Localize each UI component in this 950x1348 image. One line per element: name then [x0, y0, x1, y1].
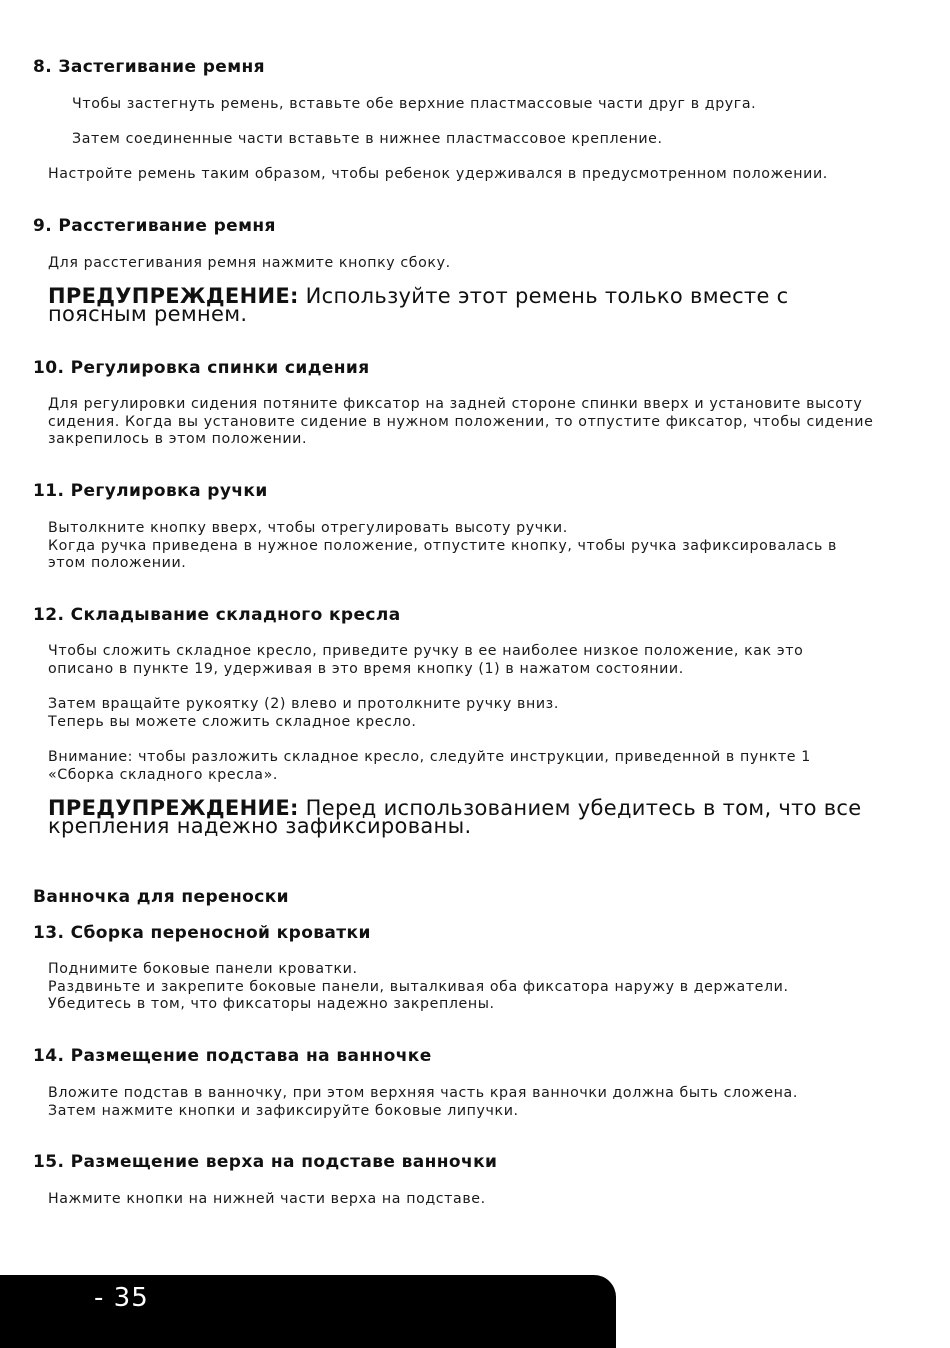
paragraph-12-3 — [48, 749, 918, 784]
text-line: Вытолкните кнопку вверх, чтобы отрегулировать высоту ручки. — [48, 520, 568, 536]
warning-12 — [48, 796, 928, 838]
heading-13: 13. Сборка переносной кроватки — [33, 923, 371, 943]
paragraph-15: Нажмите кнопки на нижней части верха на подставе. — [48, 1191, 486, 1207]
text-line: закрепилось в этом положении. — [48, 431, 308, 447]
text-line: Теперь вы можете сложить складное кресло. — [48, 713, 417, 730]
heading-14: 14. Размещение подстава на ванночке — [33, 1046, 432, 1066]
footer-bar — [0, 1275, 616, 1348]
heading-11: 11. Регулировка ручки — [33, 481, 268, 501]
warning-label: ПРЕДУПРЕЖДЕНИЕ: — [48, 284, 299, 308]
heading-12: 12. Складывание складного кресла — [33, 605, 401, 625]
text-line: Раздвиньте и закрепите боковые панели, выталкивая оба фиксатора наружу в держатели. — [48, 978, 789, 995]
paragraph-8-2: Затем соединенные части вставьте в нижнее пластмассовое крепление. — [72, 131, 663, 147]
text-line: Затем нажмите кнопки и зафиксируйте боковые липучки. — [48, 1102, 519, 1119]
paragraph-11 — [48, 520, 918, 573]
text-line: Для регулировки сидения потяните фиксатор на задней стороне спинки вверх и установите высоту — [48, 396, 863, 412]
text-line: Поднимите боковые панели кроватки. — [48, 961, 358, 977]
warning-text: Используйте этот ремень только вместе с — [298, 284, 789, 308]
text-line: «Сборка складного кресла». — [48, 766, 278, 783]
paragraph-10 — [48, 396, 918, 449]
warning-text: Перед использованием убедитесь в том, что все — [298, 796, 862, 820]
text-line: Вложите подстав в ванночку, при этом верхняя часть края ванночки должна быть сложена. — [48, 1085, 798, 1101]
text-line: описано в пункте 19, удерживая в это время кнопку (1) в нажатом состоянии. — [48, 660, 684, 677]
paragraph-8-1: Чтобы застегнуть ремень, вставьте обе верхние пластмассовые части друг в друга. — [72, 96, 757, 112]
warning-text: поясным ремнем. — [48, 302, 248, 326]
heading-15: 15. Размещение верха на подставе ванночки — [33, 1152, 498, 1172]
text-line: этом положении. — [48, 555, 187, 571]
warning-9 — [48, 284, 928, 326]
paragraph-12-2 — [48, 696, 918, 731]
paragraph-13 — [48, 961, 918, 1014]
paragraph-12-1 — [48, 643, 918, 678]
warning-label: ПРЕДУПРЕЖДЕНИЕ: — [48, 796, 299, 820]
warning-text: крепления надежно зафиксированы. — [48, 814, 472, 838]
paragraph-14 — [48, 1085, 918, 1120]
text-line: Внимание: чтобы разложить складное кресло, следуйте инструкции, приведенной в пункте 1 — [48, 749, 811, 765]
text-line: Затем вращайте рукоятку (2) влево и протолкните ручку вниз. — [48, 696, 559, 712]
section-title: Ванночка для переноски — [33, 887, 289, 907]
paragraph-9-1: Для расстегивания ремня нажмите кнопку сбоку. — [48, 255, 451, 271]
text-line: Когда ручка приведена в нужное положение, отпустите кнопку, чтобы ручка зафиксировалась в — [48, 537, 838, 554]
text-line: Убедитесь в том, что фиксаторы надежно закреплены. — [48, 996, 495, 1012]
paragraph-8-3: Настройте ремень таким образом, чтобы ребенок удерживался в предусмотренном положении. — [48, 166, 828, 182]
heading-8: 8. Застегивание ремня — [33, 57, 265, 77]
text-line: Чтобы сложить складное кресло, приведите ручку в ее наиболее низкое положение, как это — [48, 643, 804, 659]
page-number: - 35 — [94, 1283, 149, 1313]
heading-10: 10. Регулировка спинки сидения — [33, 358, 370, 378]
text-line: сидения. Когда вы установите сидение в нужном положении, то отпустите фиксатор, чтобы сидение — [48, 413, 874, 430]
heading-9: 9. Расстегивание ремня — [33, 216, 276, 236]
